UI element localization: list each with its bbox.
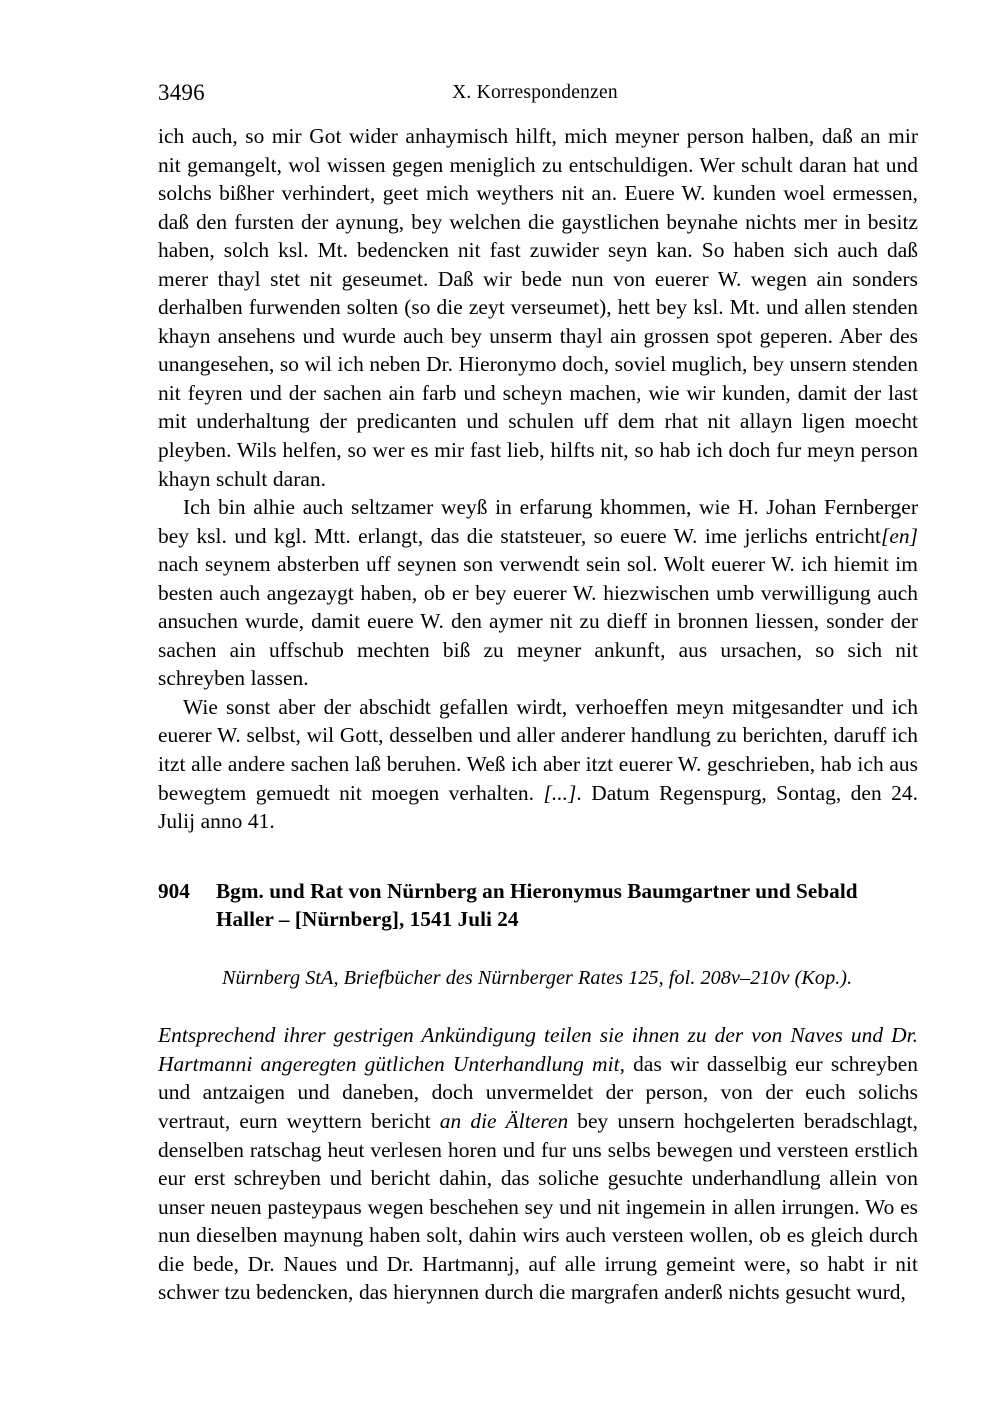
document-entry-text-part-1: , das wir dasselbig eur schreyben und antzaigen und daneben, doch unvermeldet der person, von der euch solichs vertraut, eurn weyttern bericht <box>158 1051 918 1133</box>
paragraph-3-text-after: . Datum Regenspurg, Sontag, den 24. Julij anno 41. <box>158 780 918 834</box>
text-column <box>158 122 918 1307</box>
paragraph-3-ellipsis-marker: [...] <box>543 780 577 805</box>
document-entry-text-part-2: bey unsern hochgelerten beradschlagt, denselben ratschag heut verlesen horen und fur uns selbs bewegen und versteen erstlich eur erst schreyben und bericht dahin, das soliche gesuchte underhandlung allein von unser neuen pasteypaus wegen beschehen sey und nit ingemein in allen irrungen. Wo es nun dieselben maynung haben solt, dahin wirs auch versteen wollen, ob es gleich durch die bede, Dr. Naues und Dr. Hartmannj, auf alle irrung gemeint were, so habt ir nit schwer tzu bedencken, das hierynnen durch die margrafen anderß nichts gesucht wurd, <box>158 1109 918 1305</box>
running-head <box>158 78 918 108</box>
paragraph-2-text-after: nach seynem absterben uff seynen son verwendt sein sol. Wolt euerer W. ich hiemit im besten auch angezaygt haben, ob er bey euerer W. hiezwischen umb verwilligung auch ansuchen wurde, damit euere W. den aymer nit zu dieff in bronnen liessen, sonder der sachen ain uffschub mechten biß zu meyner ankunft, aus ursachen, so sich nit schreyben lassen. <box>158 552 918 691</box>
paragraph-1: ich auch, so mir Got wider anhaymisch hilft, mich meyner person halben, daß an mir nit gemangelt, wol wissen gegen meniglich zu entschuldigen. Wer schult daran hat und solchs bißher verhindert, geet mich weythers nit an. Euere W. kunden woel ermessen, daß den fursten der aynung, bey welchen die gaystlichen beynahe nichts mer in besitz haben, solch ksl. Mt. bedencken nit fast zuwider seyn kan. So haben sich auch daß merer thayl stet nit geseumet. Daß wir bede nun von euerer W. wegen ain sonders derhalben furwenden solten (so die zeyt verseumet), hett bey ksl. Mt. und allen stenden khayn ansehens und wurde auch bey unserm thayl ain grossen spot geperen. Aber des unangesehen, so wil ich neben Dr. Hieronymo doch, soviel muglich, bey unsern stenden nit feyren und der sachen ain farb und scheyn machen, wie wir kunden, damit der last mit underhaltung der predicanten und schulen uff dem rhat nit allayn ligen moecht pleyben. Wils helfen, so wer es mir fast lieb, hilfts nit, so hab ich doch fur meyn person khayn schult daran. <box>158 124 918 491</box>
document-entry-inline-italic: an die Älteren <box>439 1109 569 1133</box>
section-spacer-before-heading <box>158 836 918 877</box>
paragraph-2-italic-insertion: [en] <box>880 523 918 548</box>
document-entry-body <box>158 1021 918 1306</box>
regest-summary-italic: Entsprechend ihrer gestrigen Ankündigung teilen sie ihnen zu der von Naves und Dr. Hartmanni angeregten gütlichen Unterhandlung mit <box>158 1023 918 1076</box>
spacer-before-source <box>158 934 918 964</box>
document-entry-heading <box>158 877 918 934</box>
document-entry-number: 904 <box>158 878 190 903</box>
spacer-before-regest <box>158 992 918 1021</box>
paragraph-2-text-before: Ich bin alhie auch seltzamer weyß in erfarung khommen, wie H. Johan Fernberger bey ksl. und kgl. Mtt. erlangt, das die statsteuer, so euere W. ime jerlichs entricht <box>158 495 918 548</box>
page-number: 3496 <box>158 80 205 105</box>
document-entry-title: Bgm. und Rat von Nürnberg an Hieronymus Baumgartner und Sebald Haller – [Nürnberg], 1541 Juli 24 <box>216 878 858 932</box>
paragraph-3-text-before: Wie sonst aber der abschidt gefallen wirdt, verhoeffen meyn mitgesandter und ich euerer W. selbst, wil Gott, desselben und aller anderer handlung zu berichten, daruff ich itzt alle andere sachen laß beruhen. Weß ich aber itzt euerer W. geschrieben, hab ich aus bewegtem gemuedt nit moegen verhalten. <box>158 694 918 805</box>
paragraph-2 <box>158 493 918 693</box>
document-entry-source: Nürnberg StA, Briefbücher des Nürnberger Rates 125, fol. 208v–210v (Kop.). <box>222 966 853 989</box>
running-head-title: X. Korrespondenzen <box>452 82 618 103</box>
paragraph-3 <box>158 693 918 836</box>
